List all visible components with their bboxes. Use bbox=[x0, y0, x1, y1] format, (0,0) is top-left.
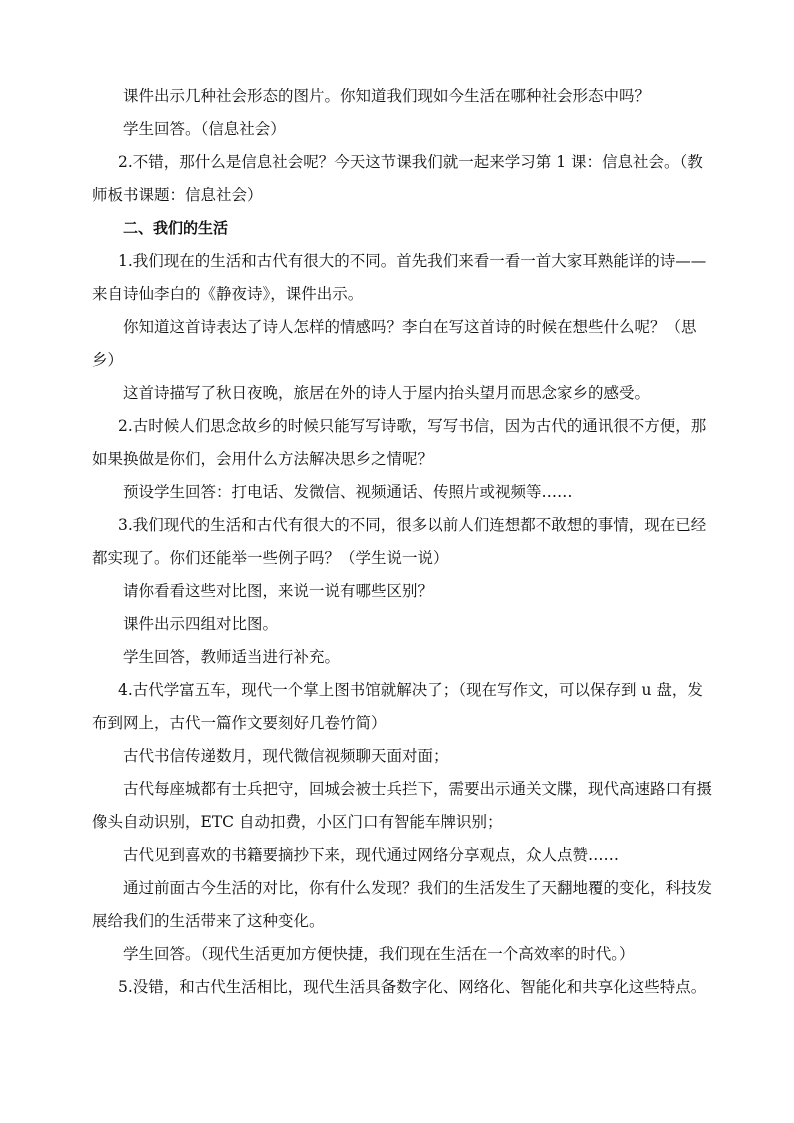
paragraph-student-answer-2: 学生回答，教师适当进行补充。 bbox=[123, 648, 341, 666]
paragraph-courseware-intro: 课件出示几种社会形态的图片。你知道我们现如今生活在哪种社会形态中吗？ bbox=[123, 87, 651, 105]
paragraph-compare-question: 请你看看这些对比图，来说一说有哪些区别？ bbox=[123, 582, 434, 600]
section-heading-our-life: 二、我们的生活 bbox=[123, 219, 229, 237]
paragraph-item-2-ancient-communication: 2.古时候人们思念故乡的时候只能写写诗歌，写写书信，因为古代的通讯很不方便，那如果换做是你们，会用什么方法解决思乡之情呢？ bbox=[92, 417, 707, 468]
paragraph-books-sharing: 古代见到喜欢的书籍要摘抄下来，现代通过网络分享观点，众人点赞…… bbox=[123, 846, 620, 864]
document-body bbox=[92, 80, 712, 1004]
paragraph-preset-answer: 预设学生回答：打电话、发微信、视频通话、传照片或视频等…… bbox=[123, 483, 573, 501]
paragraph-comparison-finding: 通过前面古今生活的对比，你有什么发现？我们的生活发生了天翻地覆的变化，科技发展给我们的生活带来了这种变化。 bbox=[92, 879, 713, 930]
paragraph-student-answer-1: 学生回答。（信息社会） bbox=[123, 120, 286, 138]
paragraph-student-answer-3: 学生回答。（现代生活更加方便快捷，我们现在生活在一个高效率的时代。） bbox=[123, 945, 635, 963]
paragraph-poem-description: 这首诗描写了秋日夜晚，旅居在外的诗人于屋内抬头望月而思念家乡的感受。 bbox=[123, 384, 651, 402]
paragraph-city-guards: 古代每座城都有士兵把守，回城会被士兵拦下，需要出示通关文牒，现代高速路口有摄像头自动识别，ETC 自动扣费，小区门口有智能车牌识别； bbox=[92, 780, 713, 831]
paragraph-courseware-compare: 课件出示四组对比图。 bbox=[123, 615, 279, 633]
paragraph-item-4-library: 4.古代学富五车，现代一个掌上图书馆就解决了；（现在写作文，可以保存到 u 盘，发布到网上，古代一篇作文要刻好几卷竹简） bbox=[92, 681, 703, 732]
paragraph-item-1-poem: 1.我们现在的生活和古代有很大的不同。首先我们来看一看一首大家耳熟能详的诗——来自诗仙李白的《静夜诗》，课件出示。 bbox=[92, 252, 707, 303]
paragraph-item-5-features: 5.没错，和古代生活相比，现代生活具备数字化、网络化、智能化和共享化这些特点。 bbox=[118, 978, 707, 996]
paragraph-item-3-modern-life: 3.我们现代的生活和古代有很大的不同，很多以前人们连想都不敢想的事情，现在已经都实现了。你们还能举一些例子吗？（学生说一说） bbox=[92, 516, 707, 567]
paragraph-item-2-info-society: 2.不错，那什么是信息社会呢？今天这节课我们就一起来学习第 1 课：信息社会。（教师板书课题：信息社会） bbox=[92, 153, 703, 204]
paragraph-poem-question: 你知道这首诗表达了诗人怎样的情感吗？李白在写这首诗的时候在想些什么呢？（思乡） bbox=[92, 318, 697, 369]
paragraph-letters: 古代书信传递数月，现代微信视频聊天面对面； bbox=[123, 747, 449, 765]
